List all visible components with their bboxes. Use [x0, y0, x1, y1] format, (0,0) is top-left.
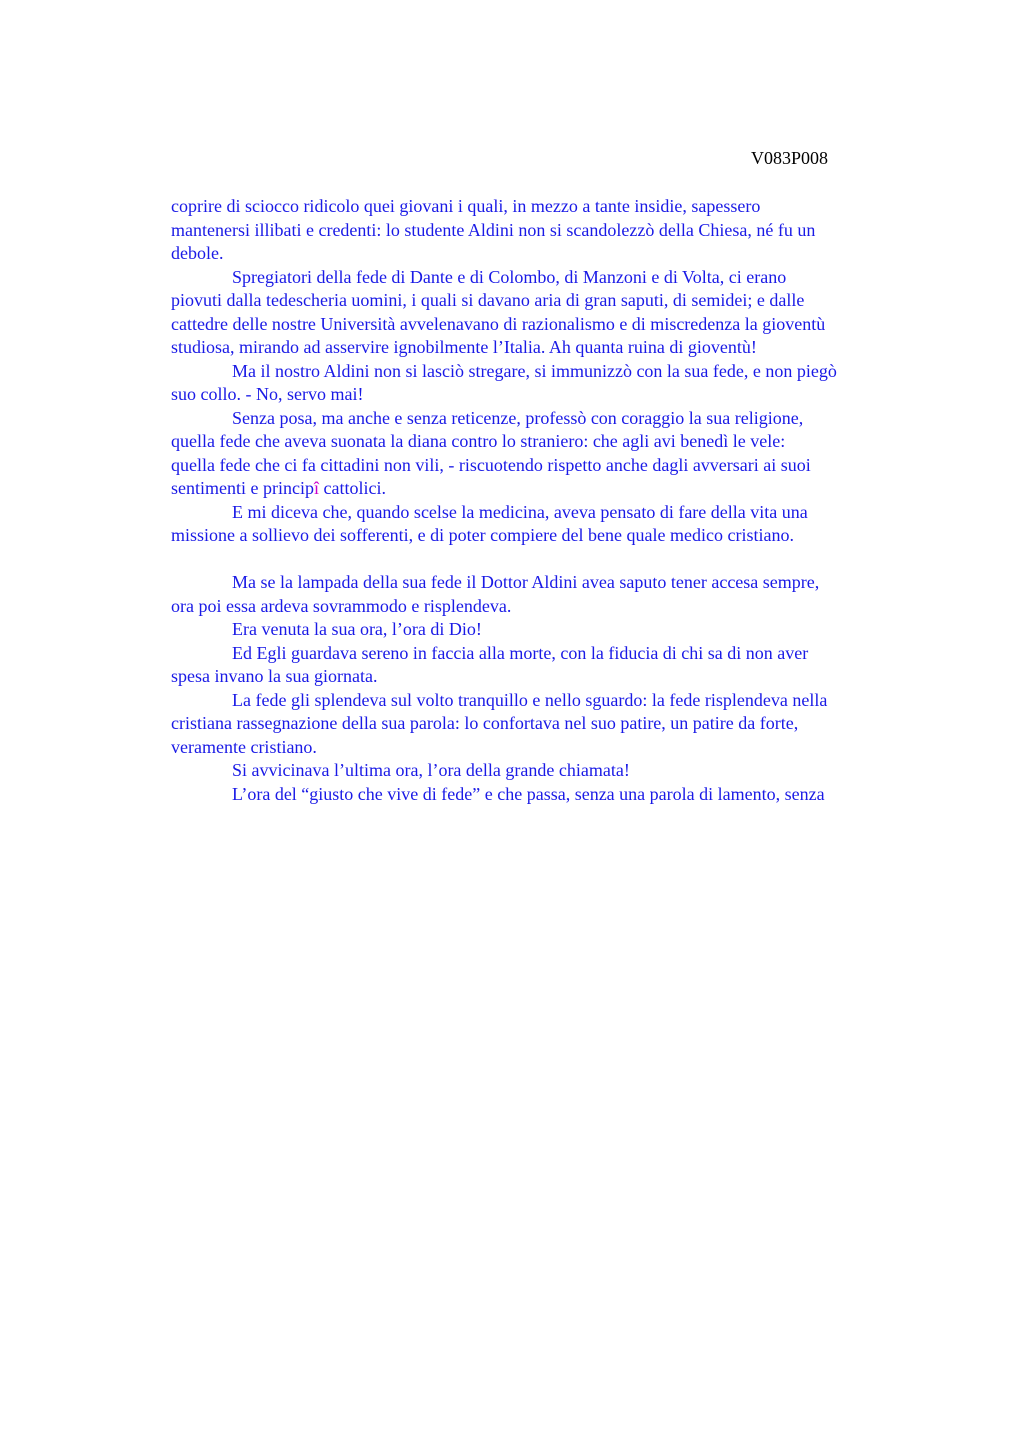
text-line: cattedre delle nostre Università avvelenavano di razionalismo e di miscredenza la gioventù [171, 313, 826, 334]
text-line: debole. [171, 243, 224, 263]
paragraph-first-line: Ma il nostro Aldini non si lasciò stregare, si immunizzò con la sua fede, e non piegò [232, 360, 837, 381]
text-line: ora poi essa ardeva sovrammodo e risplendeva. [171, 595, 512, 616]
paragraph-first-line: Era venuta la sua ora, l’ora di Dio! [232, 619, 482, 639]
highlighted-character: î [313, 478, 319, 498]
text-line: quella fede che aveva suonata la diana contro lo straniero: che agli avi benedì le vele: [171, 431, 786, 451]
text-line: suo collo. - No, servo mai! [171, 384, 364, 404]
text-line-with-accent [171, 477, 941, 501]
paragraph-first-line: L’ora del “giusto che vive di fede” e che passa, senza una parola di lamento, senza [232, 783, 825, 804]
text-line: quella fede che ci fa cittadini non vili, - riscuotendo rispetto anche dagli avversari ai suoi [171, 454, 811, 475]
paragraph-first-line: Spregiatori della fede di Dante e di Colombo, di Manzoni e di Volta, ci erano [232, 266, 787, 287]
paragraph-first-line: Ma se la lampada della sua fede il Dottor Aldini avea saputo tener accesa sempre, [232, 572, 820, 592]
paragraph-first-line: Si avvicinava l’ultima ora, l’ora della grande chiamata! [232, 760, 630, 780]
text-line: piovuti dalla tedescheria uomini, i quali si davano aria di gran saputi, di semidei; e dalle [171, 290, 805, 310]
paragraph-first-line: E mi diceva che, quando scelse la medicina, aveva pensato di fare della vita una [232, 501, 808, 522]
text-line: spesa invano la sua giornata. [171, 666, 378, 686]
text-line: studiosa, mirando ad asservire ignobilmente l’Italia. Ah quanta ruina di gioventù! [171, 337, 757, 357]
text-segment: cattolici. [318, 478, 386, 498]
text-line: coprire di sciocco ridicolo quei giovani i quali, in mezzo a tante insidie, sapessero [171, 196, 761, 216]
paragraph-first-line: La fede gli splendeva sul volto tranquillo e nello sguardo: la fede risplendeva nella [232, 689, 828, 710]
text-line: cristiana rassegnazione della sua parola: lo confortava nel suo patire, un patire da forte, [171, 713, 799, 733]
body-text [171, 195, 941, 806]
blank-line [171, 548, 941, 572]
text-line: missione a sollievo dei sofferenti, e di poter compiere del bene quale medico cristiano. [171, 525, 794, 545]
paragraph-first-line: Senza posa, ma anche e senza reticenze, professò con coraggio la sua religione, [232, 407, 804, 428]
text-line: veramente cristiano. [171, 736, 317, 757]
paragraph-first-line: Ed Egli guardava sereno in faccia alla morte, con la fiducia di chi sa di non aver [232, 642, 809, 663]
text-line: mantenersi illibati e credenti: lo studente Aldini non si scandolezzò della Chiesa, né fu un [171, 219, 816, 240]
text-segment: sentimenti e princip [171, 478, 314, 498]
page-identifier: V083P008 [751, 148, 829, 168]
